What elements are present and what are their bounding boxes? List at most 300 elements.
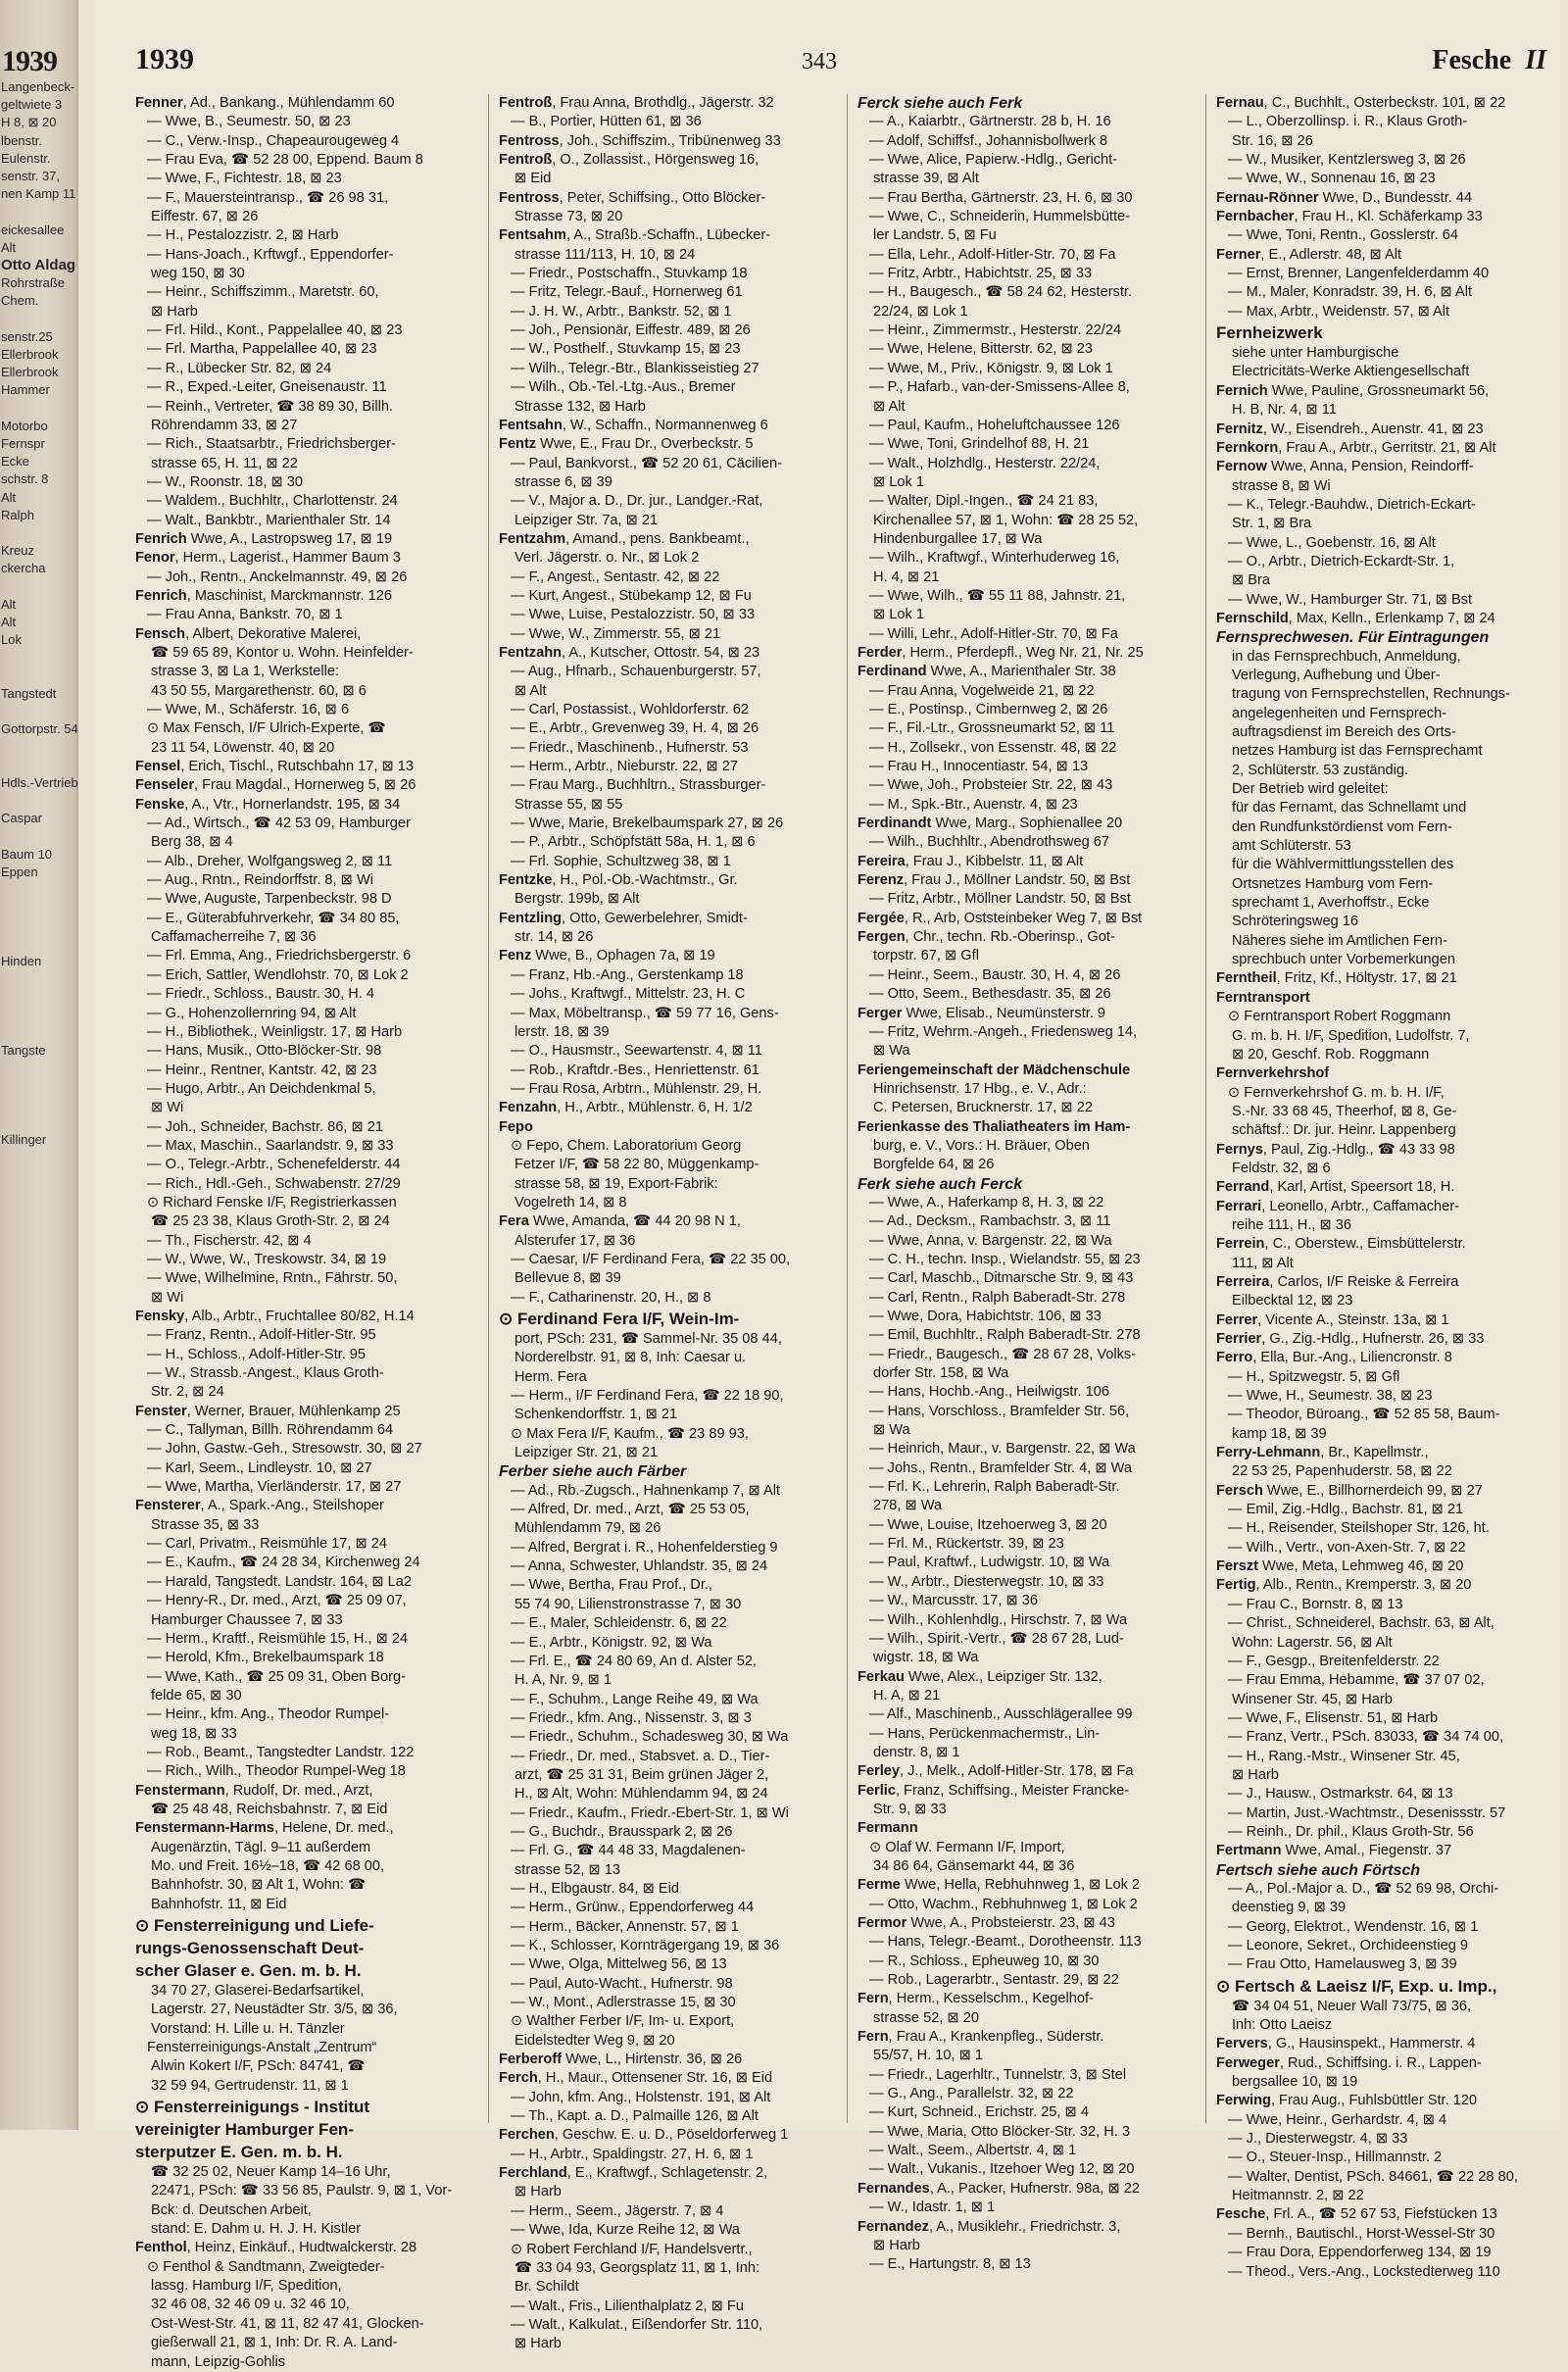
directory-entry-head: rungs-Genossenschaft Deut- — [135, 1939, 365, 1957]
directory-entry-line: 2, Schlüterstr. 53 zuständig. — [1232, 762, 1409, 778]
directory-entry-line: H., ⊠ Alt, Wohn: Mühlendamm 94, ⊠ 24 — [514, 1786, 768, 1803]
directory-entry-line: — Friedr., Dr. med., Stabsvet. a. D., Tier- — [511, 1748, 770, 1764]
directory-entry-line: — Fritz, Telegr.-Bauf., Hornerweg 61 — [511, 284, 743, 301]
directory-entry-line: Ortsnetzes Hamburg vom Fern- — [1232, 875, 1434, 892]
directory-entry-line: ⊙ Richard Fenske I/F, Registrierkassen — [147, 1194, 397, 1211]
directory-entry-line: — W., Arbtr., Diesterwegstr. 10, ⊠ 33 — [869, 1573, 1104, 1590]
directory-entry-line: Eilbecktal 12, ⊠ 23 — [1232, 1293, 1353, 1310]
directory-entry-line: port, PSch: 231, ☎ Sammel-Nr. 35 08 44, — [514, 1331, 782, 1347]
directory-entry-head: Fenrich Wwe, A., Lastropsweg 17, ⊠ 19 — [135, 530, 393, 547]
directory-entry-line: Borgfelde 64, ⊠ 26 — [873, 1157, 995, 1173]
directory-entry-head: Fersch Wwe, E., Billhornerdeich 99, ⊠ 27 — [1216, 1482, 1483, 1499]
spine-line — [0, 1060, 76, 1077]
directory-entry-line: arzt, ☎ 25 31 31, Beim grünen Jäger 2, — [514, 1766, 769, 1783]
directory-entry-line: — Wwe, Bertha, Frau Prof., Dr., — [511, 1577, 712, 1594]
directory-entry-line: — Walt., Seem., Albertstr. 4, ⊠ 1 — [869, 2143, 1077, 2159]
directory-entry-line: schäftsf.: Dr. jur. Heinr. Lappenberg — [1232, 1122, 1456, 1139]
spine-line — [0, 667, 76, 685]
spine-line: Hdls.-Vertrieb — [1, 774, 78, 790]
directory-entry-line: — Wwe, F., Elisenstr. 51, ⊠ Harb — [1228, 1709, 1439, 1726]
directory-entry-line: — Max, Möbeltransp., ☎ 59 77 16, Gens- — [511, 1005, 779, 1021]
spine-line: Baum 10 — [1, 846, 53, 862]
directory-entry-line: bergsallee 10, ⊠ 19 — [1232, 2074, 1358, 2091]
directory-entry-head: Fentsahn, W., Schaffn., Normannenweg 6 — [499, 417, 768, 433]
directory-entry-head: Fenor, Herm., Lagerist., Hammer Baum 3 — [135, 550, 401, 567]
directory-entry-line: — Wwe, Anna, v. Bargenstr. 22, ⊠ Wa — [869, 1232, 1112, 1249]
directory-entry-line: 23 11 54, Löwenstr. 40, ⊠ 20 — [151, 739, 335, 756]
directory-entry-head: Fernverkehrshof — [1216, 1065, 1330, 1082]
directory-entry-line: — Theod., Vers.-Ang., Lockstedterweg 110 — [1228, 2263, 1500, 2280]
directory-entry-line: ⊠ Bra — [1232, 572, 1270, 589]
directory-entry-line: — E., Arbtr., Königstr. 92, ⊠ Wa — [511, 1634, 712, 1651]
directory-entry-line: — Frl. Sophie, Schultzweg 38, ⊠ 1 — [511, 853, 731, 869]
directory-entry-head: Fentzke, H., Pol.-Ob.-Wachtmstr., Gr. — [499, 872, 738, 889]
directory-entry-line: — Wwe, Kath., ☎ 25 09 31, Oben Borg- — [147, 1668, 406, 1685]
spine-line: H 8, ⊠ 20 — [1, 115, 57, 130]
directory-entry-head: Ferder, Herm., Pferdepfl., Weg Nr. 21, Nr. 25 — [858, 644, 1144, 661]
directory-entry-line: Electricitäts-Werke Aktiengesellschaft — [1232, 364, 1470, 380]
directory-entry-line: ⊠ Harb — [514, 2336, 562, 2352]
directory-entry-line: ☎ 59 65 89, Kontor u. Wohn. Heinfelder- — [151, 644, 414, 661]
directory-entry-line: — Fritz, Arbtr., Möllner Landstr. 50, ⊠ Bst — [869, 891, 1131, 908]
directory-entry-line: ler Landstr. 5, ⊠ Fu — [873, 227, 997, 244]
directory-entry-line: — Ernst, Brenner, Langenfelderdamm 40 — [1228, 266, 1490, 282]
directory-entry-line: Norderelbstr. 91, ⊠ 8, Inh: Caesar u. — [514, 1350, 747, 1366]
directory-entry-line: — Hans, Telegr.-Beamt., Dorotheenstr. 113 — [869, 1934, 1142, 1951]
directory-entry-line: Berg 38, ⊠ 4 — [151, 834, 233, 851]
directory-entry-line: — G., Hohenzollernring 94, ⊠ Alt — [147, 1005, 357, 1021]
directory-entry-line: Bahnhofstr. 11, ⊠ Eid — [151, 1896, 287, 1912]
directory-entry-head: Fentzahn, A., Kutscher, Ottostr. 54, ⊠ 23 — [499, 644, 760, 661]
directory-entry-head: Ferntheil, Fritz, Kf., Höltystr. 17, ⊠ 21 — [1216, 970, 1457, 987]
directory-entry-head: Fernsprechwesen. Für Eintragungen — [1216, 629, 1490, 647]
directory-entry-line: — Walt., Holzhdlg., Hesterstr. 22/24, — [869, 455, 1101, 471]
directory-entry-line: — Bernh., Bautischl., Horst-Wessel-Str 30 — [1228, 2225, 1495, 2242]
spine-line — [0, 203, 76, 221]
directory-entry-line: ⊠ Harb — [514, 2184, 562, 2200]
directory-entry-line: Str. 2, ⊠ 24 — [151, 1384, 224, 1401]
directory-entry-head: Ferner, E., Adlerstr. 48, ⊠ Alt — [1216, 246, 1402, 263]
directory-entry-line: Eidelstedter Weg 9, ⊠ 20 — [514, 2032, 675, 2049]
directory-entry-line: 34 70 27, Glaserei-Bedarfsartikel, — [151, 1983, 365, 1999]
directory-entry-head: Fernbacher, Frau H., Kl. Schäferkamp 33 — [1216, 209, 1483, 225]
directory-entry-line: — Rich., Hdl.-Geh., Schwabenstr. 27/29 — [147, 1175, 401, 1192]
directory-entry-head: Fenske, A., Vtr., Hornerlandstr. 195, ⊠ 34 — [135, 796, 401, 813]
spine-line — [0, 917, 76, 935]
directory-entry-line: gießerwall 21, ⊠ 1, Inh: Dr. R. A. Land- — [151, 2335, 398, 2351]
directory-entry-head: Ferwing, Frau Aug., Fuhlsbüttler Str. 120 — [1216, 2093, 1478, 2109]
directory-entry-line: — Hans, Hochb.-Ang., Heilwigstr. 106 — [869, 1384, 1109, 1401]
directory-entry-line: — Walt., Kalkulat., Eißendorfer Str. 110, — [511, 2316, 763, 2333]
spine-line: Ellerbrook — [1, 347, 59, 363]
directory-entry-head: Fernandes, A., Packer, Hufnerstr. 98a, ⊠ 22 — [858, 2180, 1141, 2197]
directory-entry-line: ☎ 34 04 51, Neuer Wall 73/75, ⊠ 36, — [1232, 1998, 1472, 2014]
directory-entry-line: 34 86 64, Gänsemarkt 44, ⊠ 36 — [873, 1857, 1075, 1874]
directory-entry-line: — F., Schuhm., Lange Reihe 49, ⊠ Wa — [511, 1691, 759, 1707]
directory-entry-line: — Herm., Grünw., Eppendorferweg 44 — [511, 1900, 755, 1916]
directory-entry-line: — Frau Marg., Buchhltrn., Strassburger- — [511, 777, 766, 794]
directory-entry-line: — Wwe, Martha, Vierländerstr. 17, ⊠ 27 — [147, 1479, 402, 1496]
directory-entry-line: — Wilh., Spirit.-Vertr., ☎ 28 67 28, Lud- — [869, 1630, 1124, 1647]
directory-entry-line: — W., Wwe, W., Treskowstr. 34, ⊠ 19 — [147, 1251, 387, 1267]
directory-entry-line: — Wilh., Kraftwgf., Winterhuderweg 16, — [869, 550, 1120, 567]
directory-entry-line: Winsener Str. 45, ⊠ Harb — [1232, 1691, 1393, 1707]
directory-entry-line: — Herold, Kfm., Brekelbaumspark 18 — [147, 1650, 384, 1666]
directory-entry-line: — Th., Fischerstr. 42, ⊠ 4 — [147, 1232, 312, 1249]
directory-entry-line: siehe unter Hamburgische — [1232, 345, 1399, 362]
directory-entry-line: Vogelreth 14, ⊠ 8 — [514, 1194, 627, 1211]
directory-entry-head: Ferenz, Frau J., Möllner Landstr. 50, ⊠ Bst — [858, 872, 1131, 889]
directory-entry-line: wigstr. 18, ⊠ Wa — [873, 1650, 979, 1666]
directory-entry-line: — W., Marcusstr. 17, ⊠ 36 — [869, 1593, 1038, 1609]
directory-entry-line: ⊙ Max Fensch, I/F Ulrich-Experte, ☎ — [147, 720, 386, 737]
directory-entry-line: — Wwe, W., Zimmerstr. 55, ⊠ 21 — [511, 625, 721, 642]
directory-entry-line: — Paul, Auto-Wacht., Hufnerstr. 98 — [511, 1975, 733, 1992]
directory-entry-line: — E., Postinsp., Cimbernweg 2, ⊠ 26 — [869, 702, 1108, 717]
directory-entry-head: Ferro, Ella, Bur.-Ang., Liliencronstr. 8 — [1216, 1350, 1452, 1366]
directory-entry-head: Fenzahn, H., Arbtr., Mühlenstr. 6, H. 1/2 — [499, 1100, 753, 1116]
directory-entry-head: Fernheizwerk — [1216, 323, 1323, 343]
directory-entry-head: Ferreira, Carlos, I/F Reiske & Ferreira — [1216, 1273, 1459, 1290]
directory-entry-head: scher Glaser e. Gen. m. b. H. — [135, 1961, 362, 1980]
directory-entry-line: Leipziger Str. 21, ⊠ 21 — [514, 1445, 659, 1461]
directory-entry-line: — Wwe, Toni, Rentn., Gosslerstr. 64 — [1228, 227, 1458, 244]
directory-entry-line: — Paul, Kraftwf., Ludwigstr. 10, ⊠ Wa — [869, 1555, 1110, 1571]
directory-entry-line: — Th., Kapt. a. D., Palmaille 126, ⊠ Alt — [511, 2108, 759, 2125]
directory-entry-line: — Erich, Sattler, Wendlohstr. 70, ⊠ Lok 2 — [147, 966, 409, 983]
directory-entry-line: — F., Gesgp., Breitenfelderstr. 22 — [1228, 1653, 1440, 1669]
directory-entry-line: — Joh., Schneider, Bachstr. 86, ⊠ 21 — [147, 1118, 383, 1135]
directory-entry-line: — Wwe, W., Hamburger Str. 71, ⊠ Bst — [1228, 591, 1473, 608]
spine-line — [0, 1007, 76, 1024]
directory-entry-line: 55 74 90, Lilienstronstrasse 7, ⊠ 30 — [514, 1596, 742, 1612]
directory-entry-line: — Waldem., Buchhltr., Charlottenstr. 24 — [147, 493, 398, 510]
directory-entry-line: stand: E. Dahm u. H. J. H. Kistler — [151, 2221, 362, 2238]
directory-entry-line: Mo. und Freit. 16½–18, ☎ 42 68 00, — [151, 1857, 385, 1874]
directory-entry-line: — Frl. Martha, Pappelallee 40, ⊠ 23 — [147, 341, 377, 358]
directory-entry-head: Fensel, Erich, Tischl., Rutschbahn 17, ⊠ 13 — [135, 759, 414, 775]
directory-entry-line: — John, Gastw.-Geh., Stresowstr. 30, ⊠ 27 — [147, 1441, 422, 1458]
spine-line — [0, 650, 76, 667]
directory-entry-head: Ferchland, E., Kraftwgf., Schlagetenstr. 2, — [499, 2165, 768, 2182]
directory-entry-line: — Wwe, Louise, Itzehoerweg 3, ⊠ 20 — [869, 1516, 1107, 1533]
spine-line — [0, 311, 76, 328]
directory-entry-line: — G., Buchdr., Brausspark 2, ⊠ 26 — [511, 1823, 733, 1840]
directory-entry-line: — K., Schlosser, Kornträgergang 19, ⊠ 36 — [511, 1938, 780, 1953]
spine-line: Hammer — [1, 382, 50, 398]
directory-entry-line: — Frl. Hild., Kont., Pappelallee 40, ⊠ 23 — [147, 322, 403, 339]
directory-entry-line: — Wwe, W., Sonnenau 16, ⊠ 23 — [1228, 171, 1436, 187]
directory-entry-line: Kirchenallee 57, ⊠ 1, Wohn: ☎ 28 25 52, — [873, 512, 1139, 528]
directory-entry-line: — H., Bibliothek., Weinligstr. 17, ⊠ Harb — [147, 1023, 403, 1040]
directory-entry-line: — Caesar, I/F Ferdinand Fera, ☎ 22 35 00, — [511, 1251, 791, 1267]
spine-line — [0, 792, 76, 810]
directory-entry-line: denstr. 8, ⊠ 1 — [873, 1744, 960, 1760]
directory-entry-line: Schröteringsweg 16 — [1232, 914, 1358, 930]
directory-entry-line: C. Petersen, Brucknerstr. 17, ⊠ 22 — [873, 1100, 1093, 1116]
directory-entry-line: Fetzer I/F, ☎ 58 22 80, Müggenkamp- — [514, 1157, 760, 1173]
directory-entry-line: auftragsdienst im Bereich des Orts- — [1232, 724, 1456, 740]
directory-entry-line: — W., Idastr. 1, ⊠ 1 — [869, 2199, 996, 2216]
directory-entry-line: — Wilh., Ob.-Tel.-Ltg.-Aus., Bremer — [511, 379, 736, 396]
spine-line: lbenstr. — [1, 132, 42, 148]
directory-entry-line: — W., Roonstr. 18, ⊠ 30 — [147, 473, 304, 490]
directory-entry-line: amt Schlüterstr. 53 — [1232, 838, 1351, 855]
directory-entry-line: kamp 18, ⊠ 39 — [1232, 1425, 1327, 1442]
directory-entry-head: Fern, Frau A., Krankenpfleg., Süderstr. — [858, 2029, 1104, 2046]
header-keyword-text: Fesche — [1432, 45, 1512, 75]
directory-entry-line: — Ad., Rb.-Zugsch., Hahnenkamp 7, ⊠ Alt — [511, 1482, 781, 1499]
directory-entry-line: — K., Telegr.-Bauhdw., Dietrich-Eckart- — [1228, 496, 1476, 513]
directory-entry-line: — Frl. G., ☎ 44 48 33, Magdalenen- — [511, 1843, 746, 1859]
directory-entry-line: Strasse 35, ⊠ 33 — [151, 1516, 260, 1533]
directory-entry-line: — Heinr., kfm. Ang., Theodor Rumpel- — [147, 1706, 390, 1723]
directory-entry-line: — Walter, Dipl.-Ingen., ☎ 24 21 83, — [869, 493, 1099, 510]
spine-line — [0, 578, 76, 596]
directory-entry-head: Ferszt Wwe, Meta, Lehmweg 46, ⊠ 20 — [1216, 1558, 1464, 1575]
spine-line — [0, 988, 76, 1006]
directory-entry-line: — Alb., Dreher, Wolfgangsweg 2, ⊠ 11 — [147, 853, 393, 869]
directory-entry-line: Hindenburgallee 17, ⊠ Wa — [873, 530, 1043, 547]
directory-entry-head: Fernys, Paul, Zig.-Hdlg., ☎ 43 33 98 — [1216, 1141, 1455, 1158]
directory-entry-line: — Friedr., Maschinenb., Hufnerstr. 53 — [511, 739, 749, 756]
spine-line: Alt — [1, 489, 17, 505]
spine-line — [0, 881, 76, 899]
directory-entry-line: str. 14, ⊠ 26 — [514, 929, 594, 946]
directory-entry-line: — Franz, Vertr., PSch. 83033, ☎ 34 74 00, — [1228, 1729, 1504, 1746]
spine-line: Ellerbrook — [1, 365, 59, 380]
spine-line: Motorbo — [1, 418, 48, 433]
directory-entry-line: ⊠ Wa — [873, 1043, 910, 1060]
spine-line: Alt — [1, 596, 17, 612]
directory-entry-line: strasse 52, ⊠ 13 — [514, 1861, 620, 1878]
directory-entry-line: netzes Hamburg ist das Fernsprechamt — [1232, 743, 1483, 760]
spine-line: Alt — [1, 239, 17, 255]
directory-entry-line: — E., Hartungstr. 8, ⊠ 13 — [869, 2256, 1031, 2273]
directory-entry-line: — Wwe, L., Goebenstr. 16, ⊠ Alt — [1228, 534, 1436, 551]
directory-entry-line: Inh: Otto Laeisz — [1232, 2017, 1333, 2034]
directory-entry-line: H. A, Nr. 9, ⊠ 1 — [514, 1672, 612, 1689]
directory-entry-line: — Willi, Lehr., Adolf-Hitler-Str. 70, ⊠ Fa — [869, 625, 1118, 642]
directory-entry-line: — Carl, Maschb., Ditmarsche Str. 9, ⊠ 43 — [869, 1270, 1134, 1287]
directory-entry-line: Leipziger Str. 7a, ⊠ 21 — [514, 512, 659, 528]
directory-entry-line: — Wwe, M., Priv., Königstr. 9, ⊠ Lok 1 — [869, 360, 1113, 376]
directory-entry-line: — L., Oberzollinsp. i. R., Klaus Groth- — [1228, 114, 1468, 130]
directory-entry-line: in das Fernsprechbuch, Anmeldung, — [1232, 648, 1461, 665]
directory-entry-line: — R., Schloss., Epheuweg 10, ⊠ 30 — [869, 1952, 1100, 1969]
directory-entry-line: Strasse 132, ⊠ Harb — [514, 398, 646, 415]
spine-line: senstr.25 — [1, 328, 53, 344]
directory-entry-line: Feldstr. 32, ⊠ 6 — [1232, 1160, 1331, 1176]
directory-entry-head: ⊙ Fensterreinigung und Liefe- — [135, 1916, 374, 1935]
directory-entry-line: Caffamacherreihe 7, ⊠ 36 — [151, 929, 317, 946]
directory-entry-line: ⊙ Robert Ferchland I/F, Handelsvertr., — [511, 2241, 753, 2257]
directory-entry-line: ⊙ Olaf W. Fermann I/F, Import, — [869, 1839, 1065, 1855]
directory-entry-head: Fervers, G., Hausinspekt., Hammerstr. 4 — [1216, 2036, 1476, 2052]
directory-entry-line: Strasse 73, ⊠ 20 — [514, 209, 623, 225]
spine-line: Hinden — [1, 953, 42, 968]
directory-entry-line: — W., Mont., Adlerstrasse 15, ⊠ 30 — [511, 1995, 736, 2011]
spine-line — [0, 935, 76, 953]
directory-entry-line: — Theodor, Büroang., ☎ 52 85 58, Baum- — [1228, 1407, 1500, 1423]
spine-line: Langenbeck- — [1, 79, 75, 94]
directory-entry-head: ⊙ Fensterreinigungs - Institut — [135, 2098, 370, 2117]
directory-entry-line: — Kurt, Schneid., Erichstr. 25, ⊠ 4 — [869, 2104, 1089, 2121]
directory-entry-line: — Frau C., Bornstr. 8, ⊠ 13 — [1228, 1596, 1403, 1612]
directory-entry-line: — Emil, Buchhltr., Ralph Baberadt-Str. 278 — [869, 1327, 1141, 1344]
directory-entry-head: Fentsahm, A., Straßb.-Schaffn., Lübecker- — [499, 227, 771, 244]
directory-entry-line: ⊠ Lok 1 — [873, 607, 924, 623]
spine-line — [0, 970, 76, 988]
directory-entry-line: Ost-West-Str. 41, ⊠ 11, 82 47 41, Glocken- — [151, 2315, 424, 2332]
spine-line: Tangste — [1, 1042, 46, 1058]
directory-entry-line: Bck: d. Deutschen Arbeit, — [151, 2201, 312, 2218]
directory-entry-line: 55/57, H. 10, ⊠ 1 — [873, 2048, 984, 2064]
directory-entry-line: — Wwe, A., Haferkamp 8, H. 3, ⊠ 22 — [869, 1194, 1104, 1211]
directory-entry-line: ⊠ Lok 1 — [873, 473, 924, 490]
spine-line: Otto Aldag — [1, 257, 76, 274]
directory-entry-line: — Wilh., Buchhltr., Abendrothsweg 67 — [869, 834, 1109, 851]
spine-line: Ralph — [1, 507, 34, 522]
directory-entry-line: ☎ 33 04 93, Georgsplatz 11, ⊠ 1, Inh: — [514, 2259, 760, 2276]
directory-entry-head: Ferme Wwe, Hella, Rebhuhnweg 1, ⊠ Lok 2 — [858, 1877, 1141, 1894]
directory-entry-line: Verl. Jägerstr. o. Nr., ⊠ Lok 2 — [514, 550, 700, 567]
directory-entry-head: ⊙ Fertsch & Laeisz I/F, Exp. u. Imp., — [1216, 1976, 1497, 1996]
directory-entry-line: — E., Maler, Schleidenstr. 6, ⊠ 22 — [511, 1615, 727, 1632]
directory-entry-line: — Rob., Beamt., Tangstedter Landstr. 122 — [147, 1744, 415, 1760]
directory-entry-line: — Wwe, M., Schäferstr. 16, ⊠ 6 — [147, 702, 350, 717]
directory-entry-head: Fepo — [499, 1118, 533, 1135]
directory-entry-line: — R., Exped.-Leiter, Gneisenaustr. 11 — [147, 379, 387, 396]
directory-entry-line: ☎ 25 23 38, Klaus Groth-Str. 2, ⊠ 24 — [151, 1213, 390, 1230]
directory-entry-line: — Wwe, Heinr., Gerhardstr. 4, ⊠ 4 — [1228, 2111, 1447, 2128]
directory-entry-line: — Paul, Bankvorst., ☎ 52 20 61, Cäcilien- — [511, 455, 782, 471]
directory-entry-line: — Heinrich, Maur., v. Bargenstr. 22, ⊠ Wa — [869, 1441, 1136, 1458]
spine-line: Eulenstr. — [1, 150, 51, 166]
directory-entry-head: Fern, Herm., Kesselschm., Kegelhof- — [858, 1991, 1094, 2007]
directory-entry-line: Alsterufer 17, ⊠ 36 — [514, 1232, 636, 1249]
directory-entry-line: — Otto, Seem., Bethesdastr. 35, ⊠ 26 — [869, 986, 1111, 1003]
directory-entry-line: Br. Schildt — [514, 2279, 579, 2296]
directory-entry-line: — Georg, Elektrot., Wendenstr. 16, ⊠ 1 — [1228, 1918, 1479, 1935]
directory-entry-line: Strasse 55, ⊠ 55 — [514, 796, 623, 813]
directory-entry-line: — Paul, Kaufm., Hoheluftchaussee 126 — [869, 417, 1120, 433]
directory-entry-head: Fertsch siehe auch Förtsch — [1216, 1861, 1421, 1879]
directory-entry-line: — H., Spitzwegstr. 5, ⊠ Gfl — [1228, 1368, 1400, 1385]
directory-entry-line: — H., Reisender, Steilshoper Str. 126, ht. — [1228, 1520, 1490, 1537]
directory-entry-line: strasse 8, ⊠ Wi — [1232, 477, 1331, 494]
directory-entry-head: Fesche, Frl. A., ☎ 52 67 53, Fiefstücken 13 — [1216, 2206, 1497, 2223]
directory-entry-line: — J., Hausw., Ostmarkstr. 64, ⊠ 13 — [1228, 1786, 1453, 1803]
directory-entry-line: — Frau H., Innocentiastr. 54, ⊠ 13 — [869, 759, 1089, 775]
directory-entry-line: — W., Musiker, Kentzlersweg 3, ⊠ 26 — [1228, 152, 1466, 169]
directory-entry-head: Ferck siehe auch Ferk — [858, 95, 1023, 112]
directory-entry-head: Fentzling, Otto, Gewerbelehrer, Smidt- — [499, 910, 748, 926]
directory-entry-head: Ferley, J., Melk., Adolf-Hitler-Str. 178, ⊠ Fa — [858, 1763, 1134, 1780]
directory-entry-head: Ferdinand Wwe, A., Marienthaler Str. 38 — [858, 664, 1116, 680]
directory-entry-line: — Max, Arbtr., Weidenstr. 57, ⊠ Alt — [1228, 303, 1450, 320]
directory-entry-line: — Frau Eva, ☎ 52 28 00, Eppend. Baum 8 — [147, 152, 423, 169]
spine-line: geltwiete 3 — [1, 97, 63, 113]
directory-entry-head: Fentross, Peter, Schiffsing., Otto Blöcker- — [499, 189, 766, 206]
directory-entry-line: felde 65, ⊠ 30 — [151, 1687, 242, 1704]
directory-entry-line: — V., Major a. D., Dr. jur., Landger.-Rat, — [511, 493, 763, 510]
directory-entry-line: — Hans, Perückenmachermstr., Lin- — [869, 1725, 1101, 1742]
directory-entry-line: — P., Arbtr., Schöpfstätt 58a, H. 1, ⊠ 6 — [511, 834, 756, 851]
spine-line — [0, 1113, 76, 1131]
directory-entry-line: Schenkendorffstr. 1, ⊠ 21 — [514, 1407, 678, 1423]
directory-entry-line: reihe 111, H., ⊠ 36 — [1232, 1216, 1352, 1233]
directory-entry-line: Heitmannstr. 2, ⊠ 22 — [1232, 2188, 1364, 2204]
directory-entry-line: — Karl, Seem., Lindleystr. 10, ⊠ 27 — [147, 1459, 372, 1476]
directory-entry-line: — Hans-Joach., Krftwgf., Eppendorfer- — [147, 246, 394, 263]
directory-entry-head: Fenster, Werner, Brauer, Mühlenkamp 25 — [135, 1403, 401, 1419]
directory-entry-head: Ferrari, Leonello, Arbtr., Caffamacher- — [1216, 1198, 1459, 1214]
directory-entry-head: Fernich Wwe, Pauline, Grossneumarkt 56, — [1216, 382, 1490, 399]
directory-entry-head: Fergée, R., Arb, Oststeinbeker Weg 7, ⊠ Bst — [858, 910, 1143, 926]
directory-entry-line: Lagerstr. 27, Neustädter Str. 3/5, ⊠ 36, — [151, 2001, 398, 2018]
directory-entry-line: deenstieg 9, ⊠ 39 — [1232, 1900, 1347, 1916]
directory-columns — [133, 94, 1554, 2370]
spine-line: Gottorpstr. 54 — [1, 721, 78, 737]
directory-entry-head: Ferrand, Karl, Artist, Speersort 18, H. — [1216, 1179, 1455, 1196]
directory-entry-head: Fergen, Chr., techn. Rb.-Oberinsp., Got- — [858, 929, 1115, 946]
directory-entry-line: — Alfred, Bergrat i. R., Hohenfelderstieg 9 — [511, 1539, 778, 1556]
directory-entry-line: — Rich., Wilh., Theodor Rumpel-Weg 18 — [147, 1763, 406, 1780]
directory-entry-line: — Anna, Schwester, Uhlandstr. 35, ⊠ 24 — [511, 1558, 768, 1575]
directory-entry-head: ⊙ Ferdinand Fera I/F, Wein-Im- — [499, 1310, 740, 1328]
spine-line — [0, 739, 76, 757]
directory-entry-line: ⊙ Fepo, Chem. Laboratorium Georg — [511, 1137, 742, 1154]
directory-entry-head: Fernschild, Max, Kelln., Erlenkamp 7, ⊠ 24 — [1216, 610, 1495, 626]
page-header — [135, 43, 1546, 82]
directory-entry-line: — Wwe, Maria, Otto Blöcker-Str. 32, H. 3 — [869, 2123, 1131, 2140]
directory-entry-line: — Reinh., Vertreter, ☎ 38 89 30, Billh. — [147, 398, 393, 415]
directory-entry-head: Fertmann Wwe, Amal., Fiegenstr. 37 — [1216, 1843, 1452, 1859]
directory-entry-line: H. A, ⊠ 21 — [873, 1687, 941, 1704]
directory-entry-line: — Hans, Musik., Otto-Blöcker-Str. 98 — [147, 1043, 382, 1060]
directory-entry-line: — John, kfm. Ang., Holstenstr. 191, ⊠ Alt — [511, 2089, 771, 2105]
directory-entry-head: Fernau-Rönner Wwe, D., Bundesstr. 44 — [1216, 189, 1473, 206]
directory-entry-line: — Wwe, Dora, Habichtstr. 106, ⊠ 33 — [869, 1309, 1102, 1324]
directory-entry-line: — Herm., Seem., Jägerstr. 7, ⊠ 4 — [511, 2202, 724, 2219]
directory-entry-head: Ferchen, Geschw. E. u. D., Pöseldorferweg 1 — [499, 2127, 789, 2144]
directory-entry-line: Str. 9, ⊠ 33 — [873, 1801, 947, 1817]
directory-entry-line: — Frau Otto, Hamelausweg 3, ⊠ 39 — [1228, 1956, 1457, 1973]
directory-entry-line: H. 4, ⊠ 21 — [873, 568, 940, 585]
directory-entry-line: — Wwe, F., Fichtestr. 18, ⊠ 23 — [147, 171, 342, 187]
directory-entry-line: strasse 52, ⊠ 20 — [873, 2009, 979, 2026]
directory-entry-line: — Fritz, Arbtr., Habichtstr. 25, ⊠ 33 — [869, 266, 1093, 282]
directory-entry-line: ⊙ Ferntransport Robert Roggmann — [1228, 1009, 1451, 1025]
directory-entry-line: — H., Zollsekr., von Essenstr. 48, ⊠ 22 — [869, 739, 1117, 756]
directory-entry-head: Fenz Wwe, B., Ophagen 7a, ⊠ 19 — [499, 948, 715, 964]
directory-entry-head: Fenstermann-Harms, Helene, Dr. med., — [135, 1820, 394, 1837]
directory-entry-head: Fernau, C., Buchhlt., Osterbeckstr. 101, ⊠ 22 — [1216, 95, 1506, 111]
directory-entry-head: Fensch, Albert, Dekorative Malerei, — [135, 625, 362, 642]
directory-entry-line: — Hugo, Arbtr., An Deichdenkmal 5, — [147, 1080, 376, 1097]
directory-entry-line: Str. 16, ⊠ 26 — [1232, 132, 1313, 149]
spine-line: Fernspr — [1, 436, 45, 452]
directory-entry-line: — H., Baugesch., ☎ 58 24 62, Hesterstr. — [869, 284, 1133, 301]
directory-entry-line: lassg. Hamburg I/F, Spedition, — [151, 2278, 342, 2295]
column-3 — [847, 94, 1200, 2273]
directory-entry-head: Fereira, Frau J., Kibbelstr. 11, ⊠ Alt — [858, 853, 1084, 869]
directory-entry-line: — Frl. M., Rückertstr. 39, ⊠ 23 — [869, 1536, 1064, 1553]
directory-entry-line: — Johs., Kraftwgf., Mittelstr. 23, H. C — [511, 986, 746, 1003]
directory-entry-head: Ferlic, Franz, Schiffsing., Meister Francke- — [858, 1782, 1130, 1799]
directory-entry-line: — Frl. E., ☎ 24 80 69, An d. Alster 52, — [511, 1653, 757, 1669]
